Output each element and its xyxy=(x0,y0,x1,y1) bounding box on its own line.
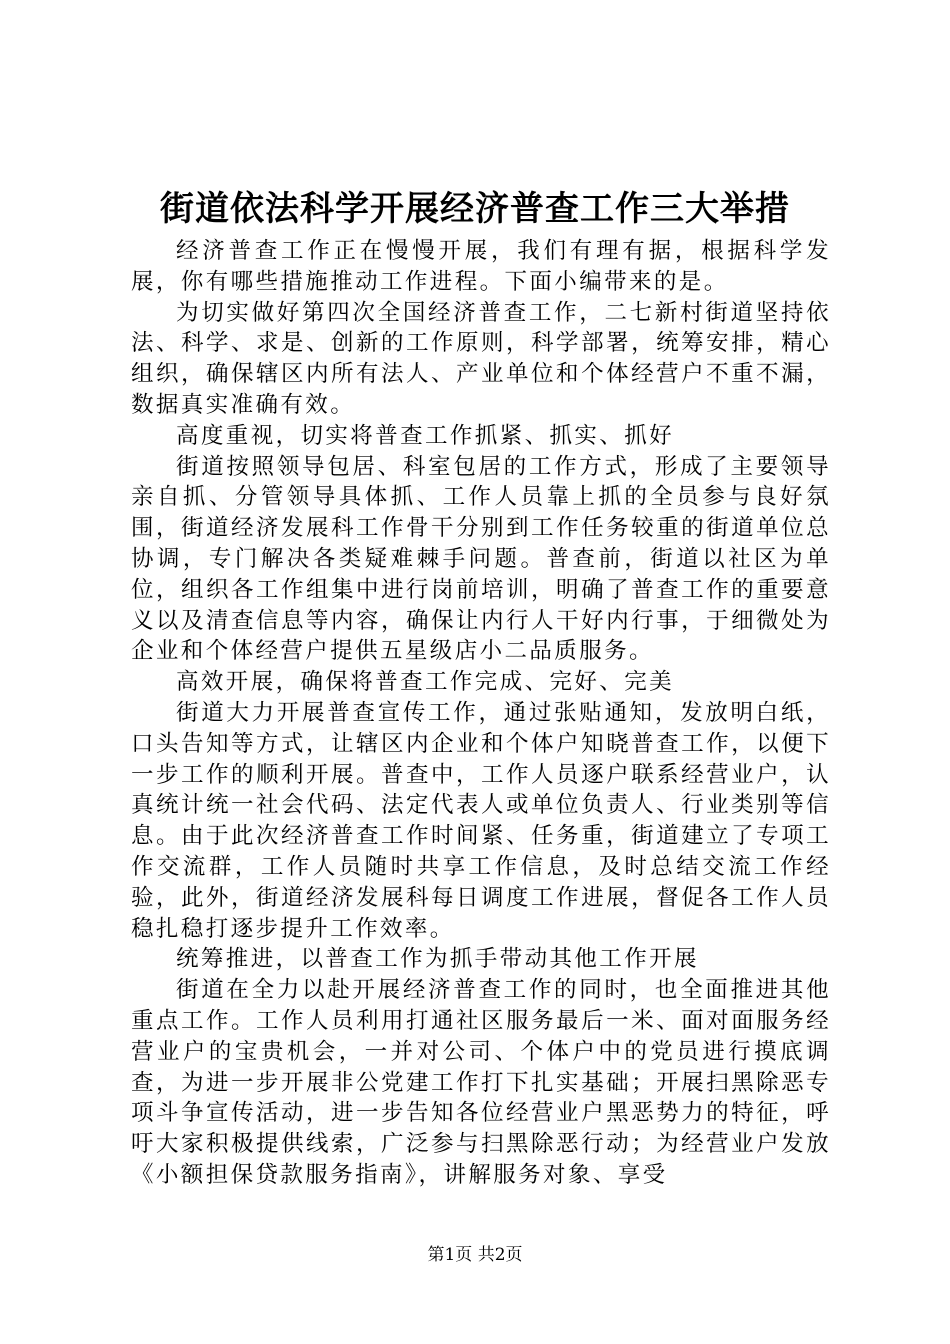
paragraph-intro: 经济普查工作正在慢慢开展，我们有理有据，根据科学发展，你有哪些措施推动工作进程。下面小编带来的是。 xyxy=(131,238,831,295)
document-title: 街道依法科学开展经济普查工作三大举措 xyxy=(160,189,790,229)
paragraph-section-1: 街道按照领导包居、科室包居的工作方式，形成了主要领导亲自抓、分管领导具体抓、工作人员靠上抓的全员参与良好氛围，街道经济发展科工作骨干分别到工作任务较重的街道单位总协调，专门解决各类疑难棘手问题。普查前，街道以社区为单位，组织各工作组集中进行岗前培训，明确了普查工作的重要意义以及清查信息等内容，确保让内行人干好内行事，于细微处为企业和个体经营户提供五星级店小二品质服务。 xyxy=(131,453,831,665)
page-number: 第1页 共2页 xyxy=(427,1245,523,1265)
paragraph-section-2: 街道大力开展普查宣传工作，通过张贴通知，发放明白纸，口头告知等方式，让辖区内企业和个体户知晓普查工作，以便下一步工作的顺利开展。普查中，工作人员逐户联系经营业户，认真统计统一社会代码、法定代表人或单位负责人、行业类别等信息。由于此次经济普查工作时间紧、任务重，街道建立了专项工作交流群，工作人员随时共享工作信息，及时总结交流工作经验，此外，街道经济发展科每日调度工作进展，督促各工作人员稳扎稳打逐步提升工作效率。 xyxy=(131,699,831,942)
document-body xyxy=(131,236,831,1191)
section-heading-2: 高效开展，确保将普查工作完成、完好、完美 xyxy=(176,669,675,696)
section-heading-3: 统筹推进，以普查工作为抓手带动其他工作开展 xyxy=(176,946,699,973)
paragraph-overview: 为切实做好第四次全国经济普查工作，二七新村街道坚持依法、科学、求是、创新的工作原则，科学部署，统筹安排，精心组织，确保辖区内所有法人、产业单位和个体经营户不重不漏，数据真实准确有效。 xyxy=(131,299,831,418)
section-heading-1: 高度重视，切实将普查工作抓紧、抓实、抓好 xyxy=(176,422,675,449)
paragraph-section-3: 街道在全力以赴开展经济普查工作的同时，也全面推进其他重点工作。工作人员利用打通社区服务最后一米、面对面服务经营业户的宝贵机会，一并对公司、个体户中的党员进行摸底调查，为进一步开展非公党建工作打下扎实基础；开展扫黑除恶专项斗争宣传活动，进一步告知各位经营业户黑恶势力的特征，呼吁大家积极提供线索，广泛参与扫黑除恶行动；为经营业户发放《小额担保贷款服务指南》，讲解服务对象、享受 xyxy=(131,977,831,1188)
